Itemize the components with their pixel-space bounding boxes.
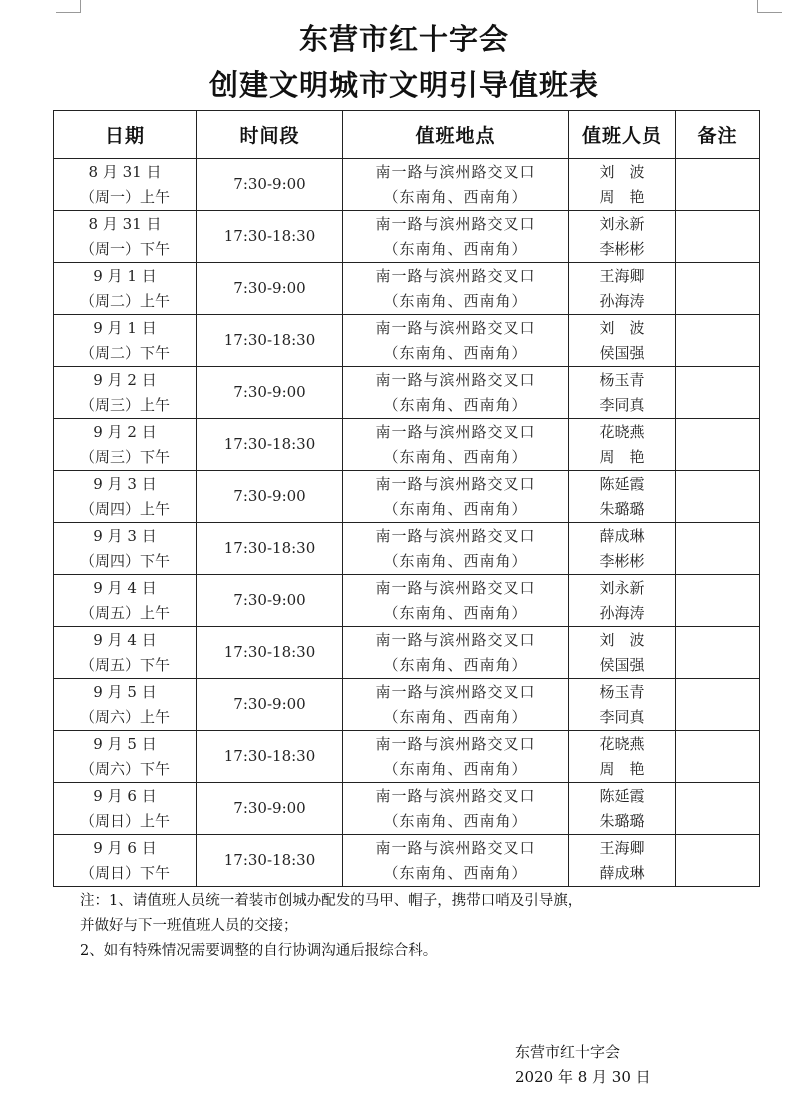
cell-place-line2: （东南角、西南角） [383,291,528,310]
cell-time [197,315,343,367]
cell-time-text: 17:30-18:30 [223,643,316,661]
cell-place [343,159,569,211]
cell-time-text: 7:30-9:00 [233,695,306,713]
cell-day-text: （周日）下午 [79,863,170,882]
cell-staff [569,471,676,523]
cell-time [197,211,343,263]
cell-staff [569,835,676,887]
cell-date [54,679,197,731]
cell-date-text: 9 月 6 日 [93,838,157,857]
cell-day-text: （周二）下午 [79,343,170,362]
cell-time-text: 7:30-9:00 [233,279,306,297]
cell-staff-2: 李同真 [599,707,645,726]
column-header-time: 时间段 [197,111,343,159]
document-title-main: 创建文明城市文明引导值班表 [208,68,599,102]
cell-date-text: 9 月 3 日 [93,474,157,493]
table-row [54,523,760,575]
cell-time [197,471,343,523]
cell-place-line1: 南一路与滨州路交叉口 [375,422,536,441]
duty-schedule-table [53,110,760,887]
cell-note [676,367,760,419]
cell-staff-1: 刘永新 [599,578,645,597]
cell-date [54,367,197,419]
cell-place [343,263,569,315]
cell-staff-1: 王海卿 [599,838,645,857]
cell-place-line1: 南一路与滨州路交叉口 [375,630,536,649]
cell-day-text: （周三）上午 [79,395,170,414]
cell-time-text: 7:30-9:00 [233,799,306,817]
column-header-place: 值班地点 [343,111,569,159]
cell-time [197,679,343,731]
cell-place-line1: 南一路与滨州路交叉口 [375,682,536,701]
cell-date [54,835,197,887]
signature-block [515,1040,651,1090]
cell-staff [569,575,676,627]
cell-date-text: 9 月 4 日 [93,630,157,649]
cell-place [343,575,569,627]
cell-date [54,315,197,367]
cell-staff [569,731,676,783]
cell-note [676,315,760,367]
cell-staff [569,783,676,835]
cell-time [197,523,343,575]
cell-staff-2: 李同真 [599,395,645,414]
cell-staff [569,679,676,731]
cell-day-text: （周一）下午 [79,239,170,258]
cell-date [54,419,197,471]
table-row [54,575,760,627]
cell-date-text: 9 月 6 日 [93,786,157,805]
cell-place [343,783,569,835]
cell-staff-2: 侯国强 [599,655,645,674]
cell-staff-1: 刘永新 [599,214,645,233]
cell-time [197,783,343,835]
table-header-row [54,111,760,159]
cell-date [54,523,197,575]
cell-place [343,835,569,887]
cell-time-text: 7:30-9:00 [233,487,306,505]
cell-date-text: 8 月 31 日 [88,162,162,181]
cell-time [197,159,343,211]
cell-staff-2: 周 艳 [599,447,645,466]
cell-date [54,211,197,263]
cell-staff-2: 周 艳 [599,187,645,206]
cell-place-line2: （东南角、西南角） [383,447,528,466]
cell-place-line1: 南一路与滨州路交叉口 [375,370,536,389]
cell-time [197,419,343,471]
cell-place-line2: （东南角、西南角） [383,655,528,674]
cell-time-text: 7:30-9:00 [233,591,306,609]
column-header-staff: 值班人员 [569,111,676,159]
cell-day-text: （周四）下午 [79,551,170,570]
cell-day-text: （周一）上午 [79,187,170,206]
cell-staff-1: 刘 波 [599,162,645,181]
cell-date [54,627,197,679]
cell-staff [569,315,676,367]
cell-staff-2: 孙海涛 [599,603,645,622]
cell-time [197,575,343,627]
cell-time-text: 7:30-9:00 [233,383,306,401]
page-corner-mark-right [757,0,782,13]
cell-note [676,263,760,315]
cell-time-text: 7:30-9:00 [233,175,306,193]
cell-date [54,783,197,835]
cell-date-text: 9 月 3 日 [93,526,157,545]
signature-date: 2020 年 8 月 30 日 [515,1068,651,1086]
cell-time-text: 17:30-18:30 [223,747,316,765]
table-row [54,159,760,211]
note-line: 并做好与下一班值班人员的交接； [80,918,298,934]
cell-time-text: 17:30-18:30 [223,539,316,557]
cell-staff-2: 薛成琳 [599,863,645,882]
signature-org: 东营市红十字会 [515,1043,621,1061]
table-row [54,627,760,679]
cell-place-line2: （东南角、西南角） [383,187,528,206]
cell-place-line2: （东南角、西南角） [383,239,528,258]
cell-staff [569,159,676,211]
cell-place [343,523,569,575]
cell-day-text: （周六）下午 [79,759,170,778]
table-row [54,263,760,315]
table-row [54,211,760,263]
cell-staff-2: 周 艳 [599,759,645,778]
cell-time-text: 17:30-18:30 [223,227,316,245]
table-row [54,419,760,471]
cell-place-line1: 南一路与滨州路交叉口 [375,474,536,493]
cell-place [343,211,569,263]
cell-place [343,367,569,419]
cell-place [343,471,569,523]
cell-staff-1: 杨玉青 [599,682,645,701]
cell-place [343,419,569,471]
cell-place-line2: （东南角、西南角） [383,603,528,622]
cell-place-line2: （东南角、西南角） [383,811,528,830]
table-row [54,315,760,367]
cell-staff-2: 侯国强 [599,343,645,362]
cell-time [197,263,343,315]
cell-note [676,159,760,211]
cell-staff-2: 朱璐璐 [599,811,645,830]
table-row [54,471,760,523]
cell-place [343,679,569,731]
cell-place [343,627,569,679]
cell-date-text: 9 月 1 日 [93,266,157,285]
cell-place-line2: （东南角、西南角） [383,551,528,570]
cell-day-text: （周日）上午 [79,811,170,830]
cell-place-line1: 南一路与滨州路交叉口 [375,214,536,233]
cell-staff [569,367,676,419]
cell-note [676,679,760,731]
cell-time [197,367,343,419]
note-line: 注：1、请值班人员统一着装市创城办配发的马甲、帽子，携带口哨及引导旗， [80,893,583,909]
cell-place-line1: 南一路与滨州路交叉口 [375,266,536,285]
cell-staff-1: 花晓燕 [599,422,645,441]
notes-section [80,889,770,964]
cell-place-line2: （东南角、西南角） [383,707,528,726]
cell-date-text: 9 月 5 日 [93,682,157,701]
table-row [54,731,760,783]
cell-date-text: 9 月 2 日 [93,370,157,389]
cell-place-line1: 南一路与滨州路交叉口 [375,578,536,597]
cell-place-line1: 南一路与滨州路交叉口 [375,838,536,857]
cell-date [54,575,197,627]
cell-time-text: 17:30-18:30 [223,851,316,869]
cell-note [676,211,760,263]
table-row [54,835,760,887]
cell-date-text: 9 月 2 日 [93,422,157,441]
cell-place-line2: （东南角、西南角） [383,759,528,778]
cell-staff [569,263,676,315]
cell-date-text: 9 月 4 日 [93,578,157,597]
cell-note [676,471,760,523]
cell-day-text: （周六）上午 [79,707,170,726]
cell-day-text: （周三）下午 [79,447,170,466]
cell-day-text: （周五）上午 [79,603,170,622]
cell-time [197,835,343,887]
cell-note [676,783,760,835]
table-row [54,679,760,731]
cell-date [54,731,197,783]
column-header-date: 日期 [54,111,197,159]
cell-place-line2: （东南角、西南角） [383,395,528,414]
table-row [54,783,760,835]
cell-note [676,627,760,679]
cell-date [54,159,197,211]
cell-staff [569,627,676,679]
cell-staff-2: 朱璐璐 [599,499,645,518]
cell-place-line2: （东南角、西南角） [383,343,528,362]
table-body [54,159,760,887]
cell-note [676,731,760,783]
cell-place [343,315,569,367]
cell-staff-1: 花晓燕 [599,734,645,753]
cell-day-text: （周五）下午 [79,655,170,674]
cell-day-text: （周二）上午 [79,291,170,310]
cell-staff-1: 陈延霞 [599,786,645,805]
cell-staff-2: 孙海涛 [599,291,645,310]
cell-staff [569,211,676,263]
cell-place [343,731,569,783]
cell-staff-1: 刘 波 [599,318,645,337]
cell-place-line1: 南一路与滨州路交叉口 [375,734,536,753]
cell-note [676,575,760,627]
cell-time-text: 17:30-18:30 [223,435,316,453]
cell-staff-1: 陈延霞 [599,474,645,493]
cell-place-line1: 南一路与滨州路交叉口 [375,526,536,545]
cell-place-line2: （东南角、西南角） [383,863,528,882]
cell-staff-2: 李彬彬 [599,239,645,258]
cell-place-line1: 南一路与滨州路交叉口 [375,318,536,337]
cell-staff [569,419,676,471]
cell-staff-1: 杨玉青 [599,370,645,389]
cell-note [676,835,760,887]
column-header-note: 备注 [676,111,760,159]
cell-place-line1: 南一路与滨州路交叉口 [375,162,536,181]
document-title-org: 东营市红十字会 [298,22,509,56]
cell-staff-1: 刘 波 [599,630,645,649]
cell-place-line2: （东南角、西南角） [383,499,528,518]
cell-time-text: 17:30-18:30 [223,331,316,349]
cell-place-line1: 南一路与滨州路交叉口 [375,786,536,805]
note-line: 2、如有特殊情况需要调整的自行协调沟通后报综合科。 [80,943,438,959]
cell-staff-1: 王海卿 [599,266,645,285]
cell-date-text: 9 月 5 日 [93,734,157,753]
cell-note [676,419,760,471]
cell-date [54,263,197,315]
table-row [54,367,760,419]
cell-note [676,523,760,575]
cell-time [197,731,343,783]
cell-date-text: 9 月 1 日 [93,318,157,337]
cell-staff-2: 李彬彬 [599,551,645,570]
cell-time [197,627,343,679]
cell-day-text: （周四）上午 [79,499,170,518]
cell-date-text: 8 月 31 日 [88,214,162,233]
cell-staff-1: 薛成琳 [599,526,645,545]
cell-date [54,471,197,523]
page-corner-mark-left [56,0,81,13]
cell-staff [569,523,676,575]
